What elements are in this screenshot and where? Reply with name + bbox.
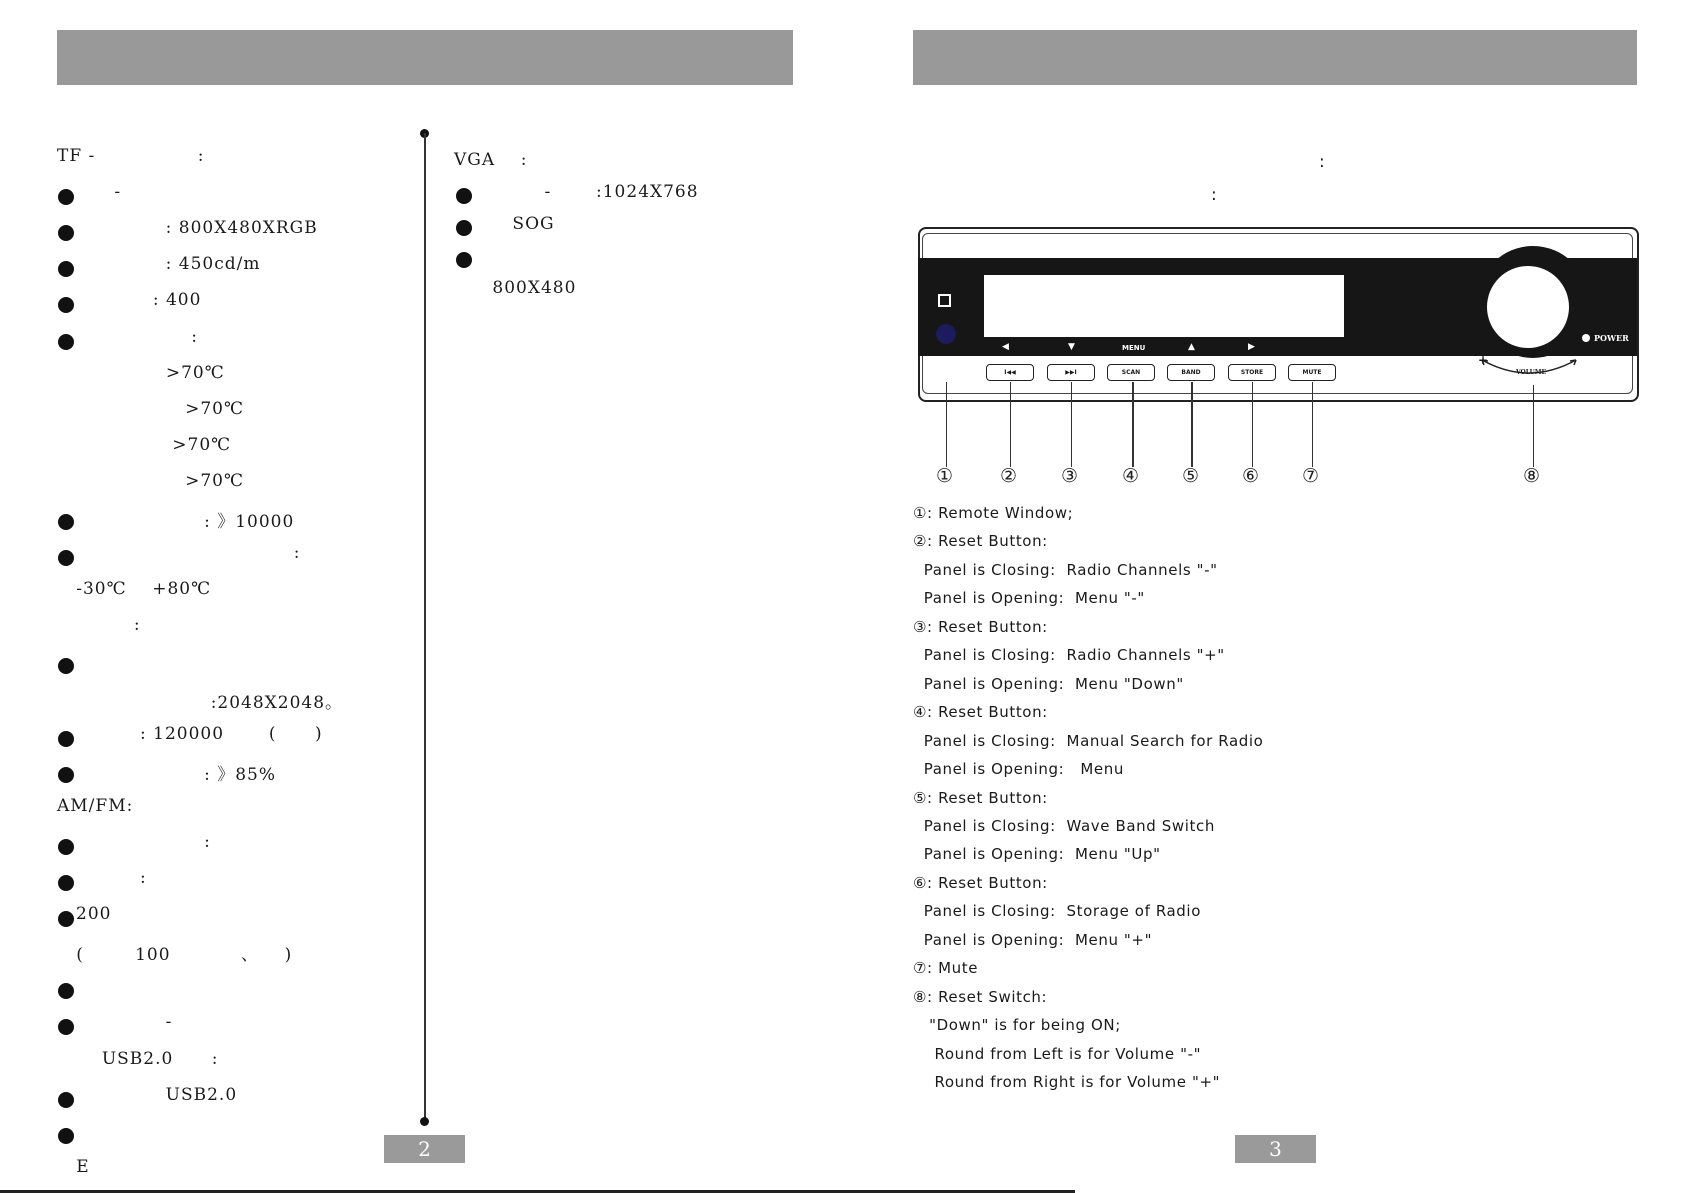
- callout-5: ⑤: [1182, 465, 1200, 487]
- spec-line: :: [57, 615, 141, 635]
- down-arrow-icon: ▼: [1068, 342, 1075, 352]
- description-line: Panel is Opening: Menu "Up": [913, 845, 1161, 863]
- spec-line: : 120000 ( ): [76, 724, 323, 744]
- description-line: ⑤: Reset Button:: [913, 789, 1048, 807]
- spec-line: : 400: [76, 290, 202, 310]
- bullet-icon: [58, 911, 74, 927]
- bullet-icon: [58, 297, 74, 313]
- spec-line: VGA :: [454, 150, 528, 170]
- spec-line: : 》85%: [76, 765, 276, 785]
- spec-line: :2048X2048。: [57, 693, 344, 713]
- power-label: POWER: [1594, 333, 1629, 343]
- callout-line-1: [946, 382, 947, 467]
- spec-line: :: [76, 543, 301, 563]
- right-header-bar: [913, 30, 1637, 85]
- spec-line: E: [57, 1157, 90, 1177]
- scan-button[interactable]: SCAN: [1107, 364, 1155, 381]
- description-line: Round from Right is for Volume "+": [913, 1073, 1221, 1091]
- bullet-icon: [58, 839, 74, 855]
- prev-button[interactable]: I◀◀: [986, 364, 1034, 381]
- callout-line-4: [1132, 382, 1134, 467]
- bullet-icon: [58, 334, 74, 350]
- description-line: Panel is Opening: Menu: [913, 760, 1124, 778]
- divider-bottom-dot: [420, 1117, 429, 1126]
- spec-line: :: [76, 868, 147, 888]
- spec-line: AM/FM:: [57, 796, 134, 816]
- bullet-icon: [58, 731, 74, 747]
- callout-line-8: [1533, 385, 1534, 467]
- bullet-icon: [456, 220, 472, 236]
- bullet-icon: [58, 983, 74, 999]
- description-line: ⑦: Mute: [913, 959, 979, 977]
- bullet-icon: [58, 1019, 74, 1035]
- bullet-icon: [58, 514, 74, 530]
- volume-knob[interactable]: [1487, 266, 1569, 348]
- volume-plus-icon: +: [1478, 353, 1489, 367]
- description-line: Panel is Closing: Radio Channels "+": [913, 646, 1225, 664]
- bullet-icon: [58, 261, 74, 277]
- spec-line: -30℃ +80℃: [57, 579, 212, 599]
- left-arrow-icon: ◀: [1002, 342, 1009, 352]
- description-line: ⑧: Reset Switch:: [913, 988, 1048, 1006]
- spec-line: SOG: [474, 214, 555, 234]
- bullet-icon: [58, 550, 74, 566]
- description-line: ①: Remote Window;: [913, 504, 1074, 522]
- store-button[interactable]: STORE: [1228, 364, 1276, 381]
- spec-line: >70℃: [57, 435, 232, 455]
- mute-button[interactable]: MUTE: [1288, 364, 1336, 381]
- bullet-icon: [456, 188, 472, 204]
- page-number-right: 3: [1235, 1135, 1316, 1163]
- spec-line: : 》10000: [76, 512, 295, 532]
- right-arrow-icon: ▶: [1248, 342, 1255, 352]
- spec-line: 200: [76, 904, 112, 924]
- up-arrow-icon: ▲: [1188, 342, 1195, 352]
- spec-line: : 800X480XRGB: [76, 218, 318, 238]
- bullet-icon: [58, 189, 74, 205]
- description-line: Panel is Opening: Menu "Down": [913, 675, 1184, 693]
- callout-7: ⑦: [1302, 465, 1320, 487]
- intro-line-1: :: [1319, 152, 1326, 172]
- bullet-icon: [58, 767, 74, 783]
- band-button[interactable]: BAND: [1167, 364, 1215, 381]
- column-divider: [424, 133, 426, 1121]
- spec-line: :: [76, 327, 198, 347]
- page-number-left: 2: [384, 1135, 465, 1163]
- next-button[interactable]: ▶▶I: [1047, 364, 1095, 381]
- spec-line: TF - :: [57, 146, 205, 166]
- spec-line: -: [76, 182, 122, 202]
- callout-line-6: [1252, 382, 1253, 467]
- menu-label: MENU: [1122, 344, 1146, 352]
- description-line: Panel is Closing: Wave Band Switch: [913, 817, 1215, 835]
- spec-line: >70℃: [57, 399, 244, 419]
- spec-line: >70℃: [57, 471, 244, 491]
- spec-line: 800X480: [454, 278, 577, 298]
- callout-line-3: [1071, 382, 1072, 467]
- description-line: Panel is Closing: Radio Channels "-": [913, 561, 1218, 579]
- stereo-display: [984, 275, 1344, 337]
- callout-6: ⑥: [1242, 465, 1260, 487]
- volume-label: VOLUME: [1516, 369, 1547, 376]
- description-line: Panel is Opening: Menu "+": [913, 931, 1153, 949]
- description-line: Panel is Closing: Storage of Radio: [913, 902, 1201, 920]
- bullet-icon: [456, 252, 472, 268]
- spec-line: -: [76, 1012, 173, 1032]
- callout-8: ⑧: [1523, 465, 1541, 487]
- description-line: ②: Reset Button:: [913, 532, 1048, 550]
- callout-1: ①: [936, 465, 954, 487]
- spec-line: USB2.0: [76, 1085, 238, 1105]
- callout-4: ④: [1122, 465, 1140, 487]
- spec-line: :: [76, 832, 211, 852]
- callout-line-2: [1010, 382, 1011, 467]
- spec-line: : 450cd/m: [76, 254, 261, 274]
- remote-window-icon: [936, 324, 956, 344]
- bullet-icon: [58, 225, 74, 241]
- spec-line: - :1024X768: [474, 182, 699, 202]
- power-indicator-icon: [1582, 334, 1590, 342]
- description-line: ③: Reset Button:: [913, 618, 1048, 636]
- bullet-icon: [58, 875, 74, 891]
- callout-2: ②: [1000, 465, 1018, 487]
- bullet-icon: [58, 658, 74, 674]
- spec-line: ( 100 、 ): [57, 945, 293, 965]
- brand-logo-icon: [938, 294, 951, 307]
- volume-arc-icon: [1478, 356, 1580, 380]
- bullet-icon: [58, 1128, 74, 1144]
- callout-3: ③: [1061, 465, 1079, 487]
- intro-line-2: :: [1211, 185, 1218, 205]
- left-header-bar: [57, 30, 793, 85]
- description-line: Panel is Opening: Menu "-": [913, 589, 1145, 607]
- description-line: Round from Left is for Volume "-": [913, 1045, 1202, 1063]
- description-line: ④: Reset Button:: [913, 703, 1048, 721]
- spec-line: USB2.0 :: [57, 1049, 219, 1069]
- description-line: Panel is Closing: Manual Search for Radio: [913, 732, 1264, 750]
- callout-line-7: [1312, 382, 1313, 467]
- description-line: "Down" is for being ON;: [913, 1016, 1121, 1034]
- callout-line-5: [1191, 382, 1193, 467]
- spec-line: >70℃: [57, 363, 225, 383]
- description-line: ⑥: Reset Button:: [913, 874, 1048, 892]
- bullet-icon: [58, 1092, 74, 1108]
